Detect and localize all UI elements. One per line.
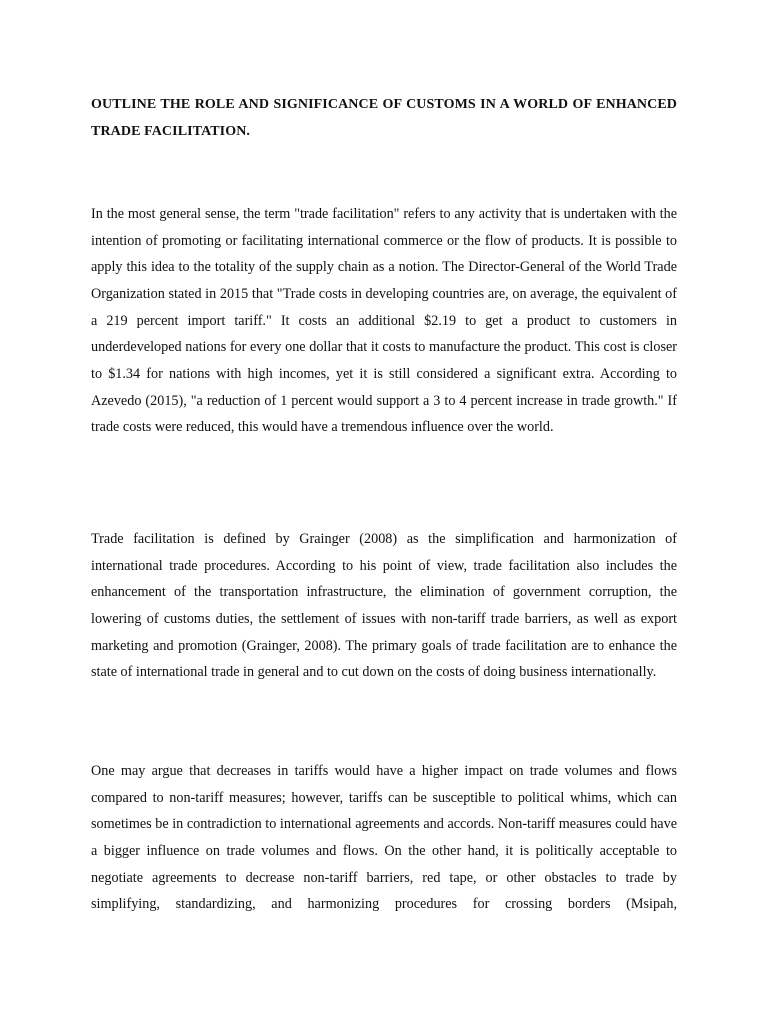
paragraph-grainger-definition: Trade facilitation is defined by Grainger (2008) as the simplification and harmonization of international trade procedures. According to his point of view, trade facilitation also includes the enhancement of the transportation infrastructure, the elimination of government corruption, the lowering of customs duties, the settlement of issues with non-tariff trade barriers, as well as export marketing and promotion (Grainger, 2008). The primary goals of trade facilitation are to enhance the state of international trade in general and to cut down on the costs of doing business internationally. xyxy=(91,531,677,681)
document-title: OUTLINE THE ROLE AND SIGNIFICANCE OF CUSTOMS IN A WORLD OF ENHANCED TRADE FACILITATION. xyxy=(91,97,677,139)
paragraph-trade-facilitation-definition: In the most general sense, the term "trade facilitation" refers to any activity that is undertaken with the intention of promoting or facilitating international commerce or the flow of products. It is possible to apply this idea to the totality of the supply chain as a notion. The Director-General of the World Trade Organization stated in 2015 that "Trade costs in developing countries are, on average, the equivalent of a 219 percent import tariff." It costs an additional $2.19 to get a product to customers in underdeveloped nations for every one dollar that it costs to manufacture the product. This cost is closer to $1.34 for nations with high incomes, yet it is still considered a significant extra. According to Azevedo (2015), "a reduction of 1 percent would support a 3 to 4 percent increase in trade growth." If trade costs were reduced, this would have a tremendous influence over the world. xyxy=(91,206,677,436)
paragraph-tariffs-vs-non-tariff: One may argue that decreases in tariffs would have a higher impact on trade volumes and flows compared to non-tariff measures; however, tariffs can be susceptible to political whims, which can sometimes be in contradiction to international agreements and accords. Non-tariff measures could have a bigger influence on trade volumes and flows. On the other hand, it is politically acceptable to negotiate agreements to decrease non-tariff barriers, red tape, or other obstacles to trade by simplifying, standardizing, and harmonizing procedures for crossing borders (Msipah, xyxy=(91,763,677,913)
